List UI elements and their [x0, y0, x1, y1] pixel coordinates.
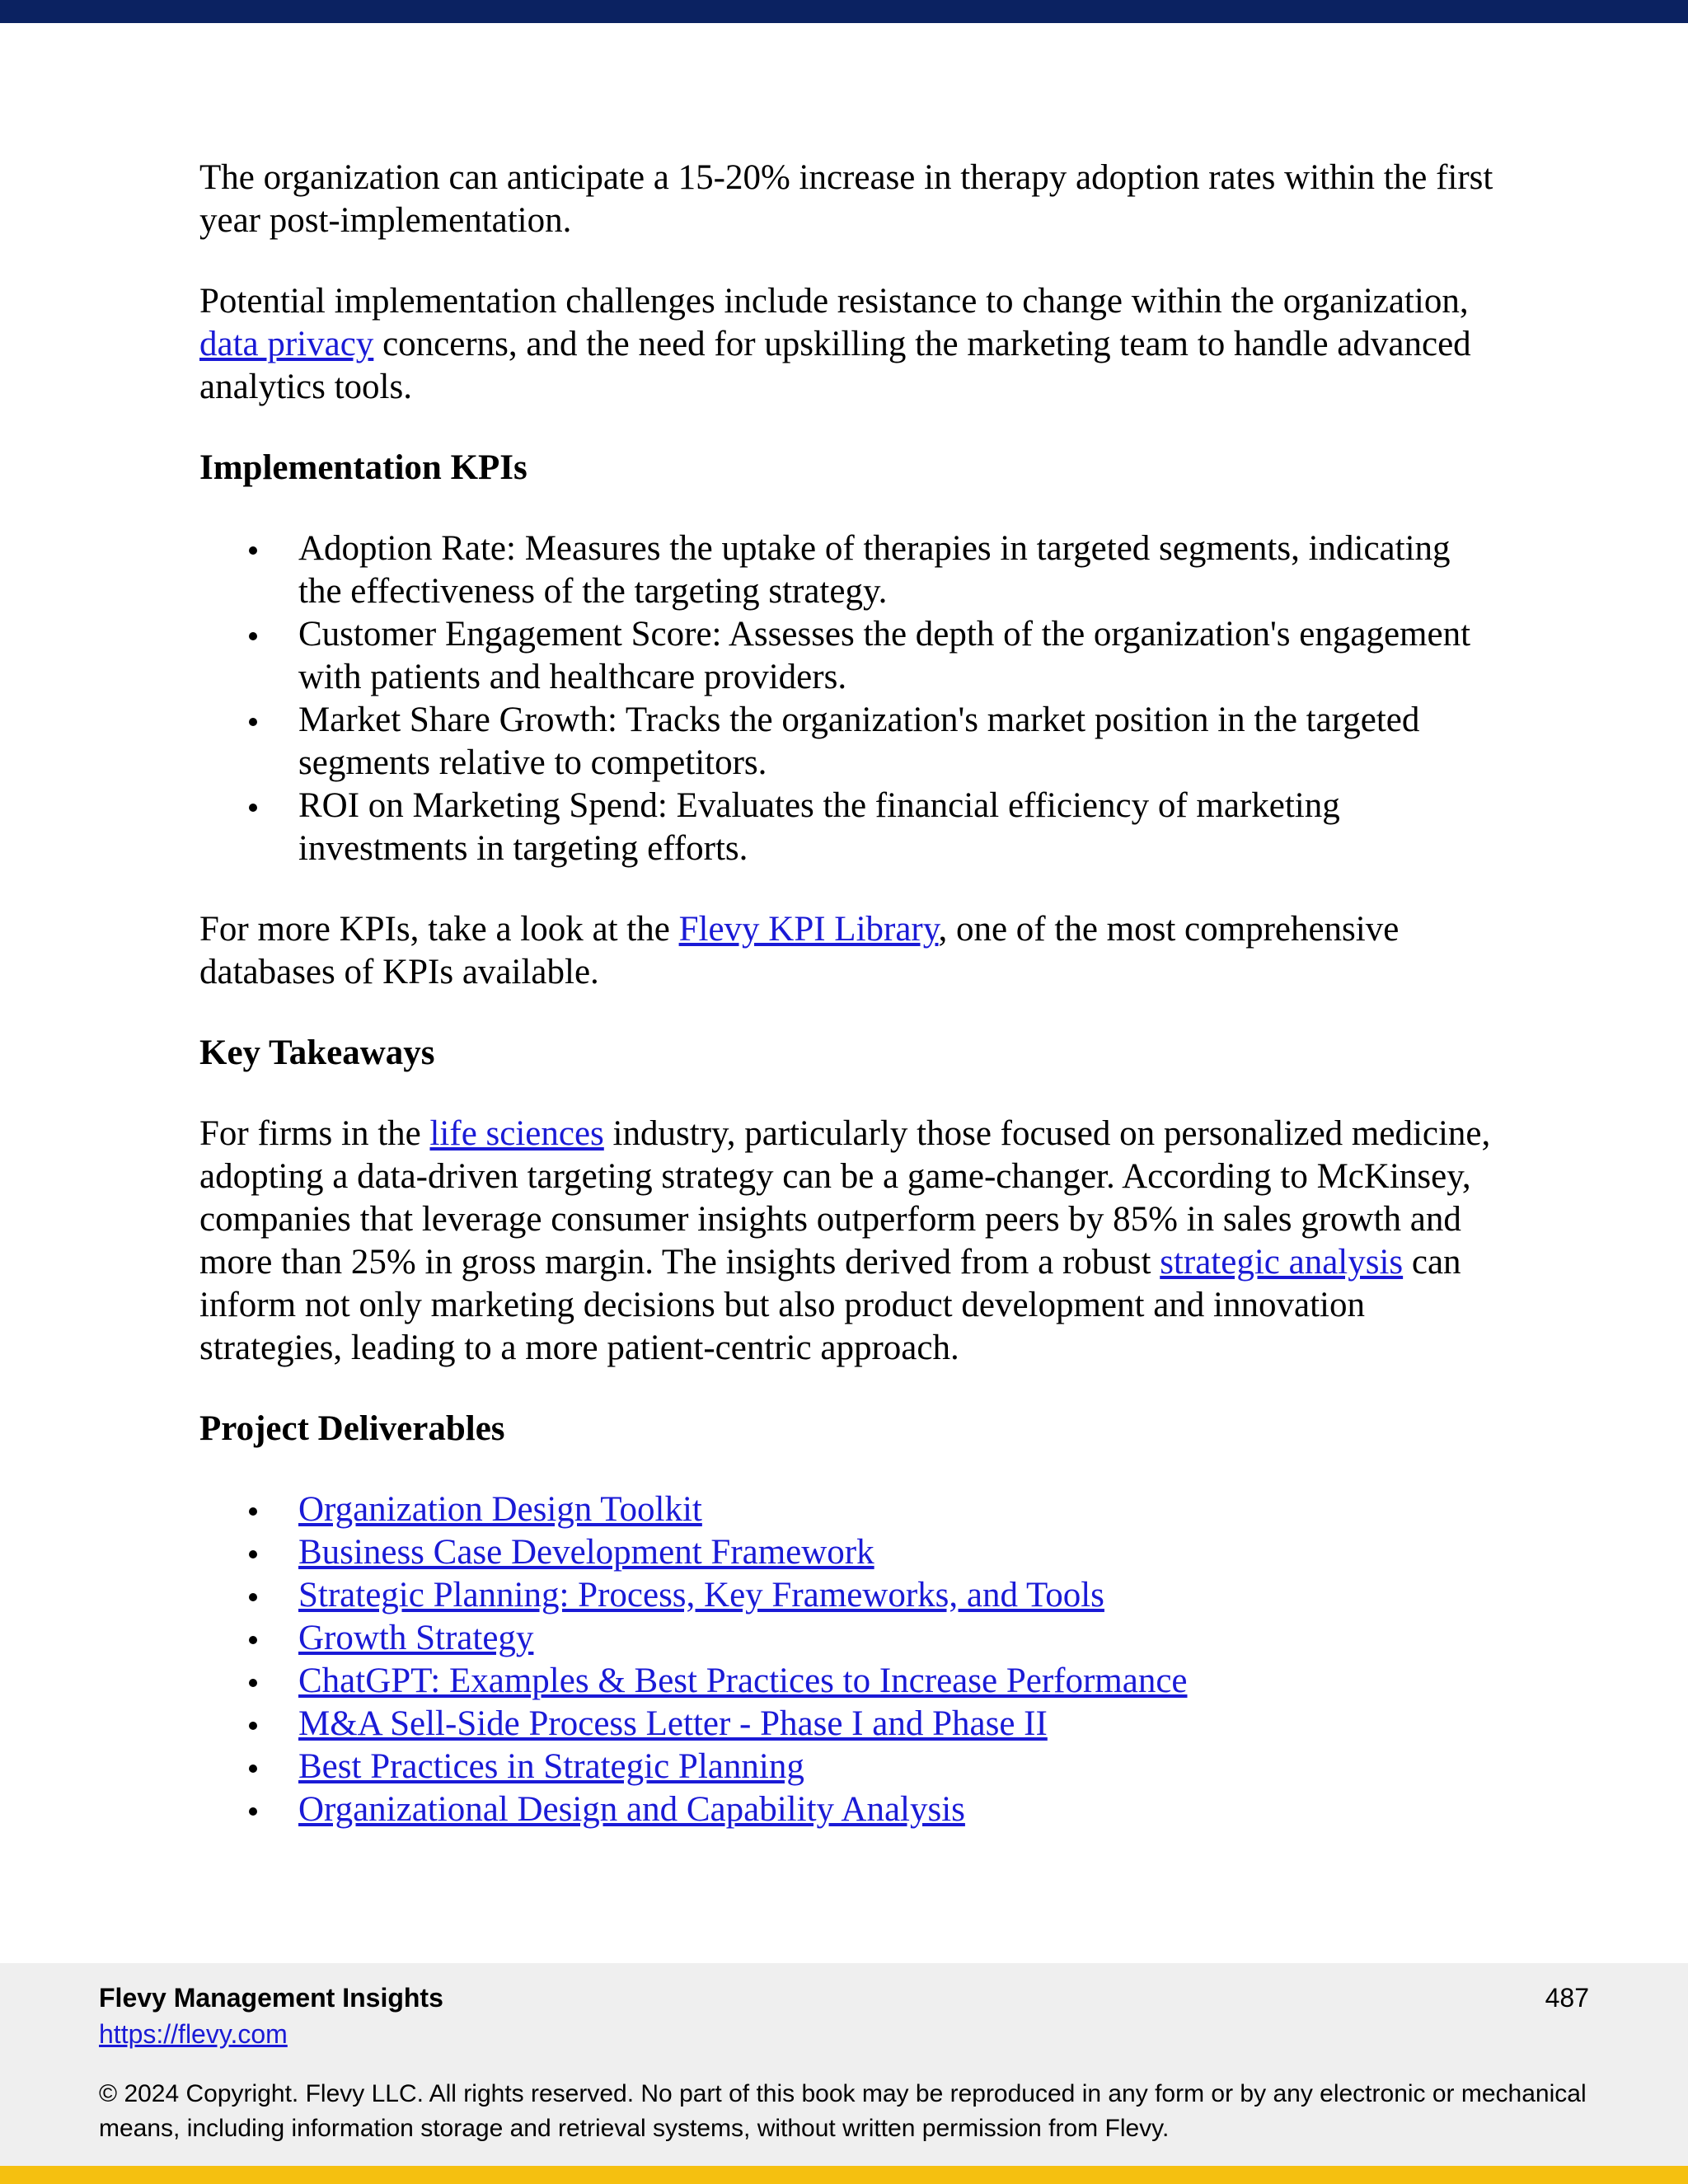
- page-number: 487: [1545, 1983, 1589, 2013]
- link-strategic-analysis[interactable]: strategic analysis: [1160, 1243, 1404, 1282]
- list-item: [298, 1746, 1502, 1788]
- link-data-privacy[interactable]: data privacy: [199, 325, 374, 363]
- deliverable-link[interactable]: Growth Strategy: [298, 1619, 534, 1657]
- deliverable-link[interactable]: Best Practices in Strategic Planning: [298, 1747, 804, 1786]
- bottom-accent-bar: [0, 2166, 1688, 2184]
- page-footer: [0, 1963, 1688, 2166]
- deliverable-link[interactable]: Organization Design Toolkit: [298, 1490, 702, 1529]
- heading-key-takeaways: Key Takeaways: [199, 1033, 435, 1072]
- heading-implementation-kpis: Implementation KPIs: [199, 448, 528, 487]
- paragraph-kpi-library: [199, 908, 1502, 994]
- text: , one of the most comprehensive databases of KPIs available.: [199, 910, 1400, 991]
- list-item: Market Share Growth: Tracks the organization's market position in the targeted segments relative to competitors.: [298, 699, 1502, 785]
- list-item: [298, 1660, 1502, 1703]
- deliverable-link[interactable]: M&A Sell-Side Process Letter - Phase I and Phase II: [298, 1704, 1048, 1743]
- list-item: [298, 1788, 1502, 1831]
- deliverable-link[interactable]: Organizational Design and Capability Analysis: [298, 1790, 965, 1829]
- text: can inform not only marketing decisions but also product development and innovation strategies, leading to a more patient-centric approach.: [199, 1243, 1461, 1367]
- footer-title: Flevy Management Insights: [99, 1983, 443, 2013]
- list-item: Customer Engagement Score: Assesses the depth of the organization's engagement with patients and healthcare providers.: [298, 613, 1502, 699]
- text: For firms in the: [199, 1114, 430, 1153]
- list-item: Adoption Rate: Measures the uptake of therapies in targeted segments, indicating the effectiveness of the targeting strategy.: [298, 527, 1502, 613]
- text: For more KPIs, take a look at the: [199, 910, 679, 949]
- list-item: [298, 1574, 1502, 1617]
- link-flevy-kpi-library[interactable]: Flevy KPI Library: [678, 910, 939, 949]
- list-item: [298, 1531, 1502, 1574]
- list-item: [298, 1703, 1502, 1746]
- page-content: [199, 157, 1502, 1869]
- paragraph-adoption-forecast: The organization can anticipate a 15-20% increase in therapy adoption rates within the first year post-implementation.: [199, 158, 1493, 240]
- footer-url-link[interactable]: https://flevy.com: [99, 2019, 288, 2049]
- paragraph-challenges: [199, 280, 1502, 409]
- list-item: [298, 1488, 1502, 1531]
- copyright-notice: © 2024 Copyright. Flevy LLC. All rights reserved. No part of this book may be reproduced in any form or by any electronic or mechanical means, including information storage and retrieval systems, without written permission from Flevy.: [99, 2080, 1587, 2142]
- deliverables-list: [199, 1488, 1502, 1831]
- heading-project-deliverables: Project Deliverables: [199, 1409, 505, 1448]
- text: industry, particularly those focused on personalized medicine, adopting a data-driven targeting strategy can be a game-changer. According to McKinsey, companies that leverage consumer insights outperform peers by 85% in sales growth and more than 25% in gross margin. The insights derived from a robust: [199, 1114, 1491, 1282]
- text: concerns, and the need for upskilling the marketing team to handle advanced analytics tools.: [199, 325, 1471, 406]
- top-accent-bar: [0, 0, 1688, 23]
- deliverable-link[interactable]: ChatGPT: Examples & Best Practices to Increase Performance: [298, 1661, 1188, 1700]
- paragraph-key-takeaways: [199, 1113, 1502, 1370]
- kpi-list: [199, 527, 1502, 870]
- link-life-sciences[interactable]: life sciences: [429, 1114, 604, 1153]
- deliverable-link[interactable]: Business Case Development Framework: [298, 1533, 874, 1572]
- text: Potential implementation challenges include resistance to change within the organization,: [199, 282, 1469, 321]
- deliverable-link[interactable]: Strategic Planning: Process, Key Frameworks, and Tools: [298, 1576, 1104, 1615]
- list-item: [298, 1617, 1502, 1660]
- list-item: ROI on Marketing Spend: Evaluates the financial efficiency of marketing investments in targeting efforts.: [298, 785, 1502, 870]
